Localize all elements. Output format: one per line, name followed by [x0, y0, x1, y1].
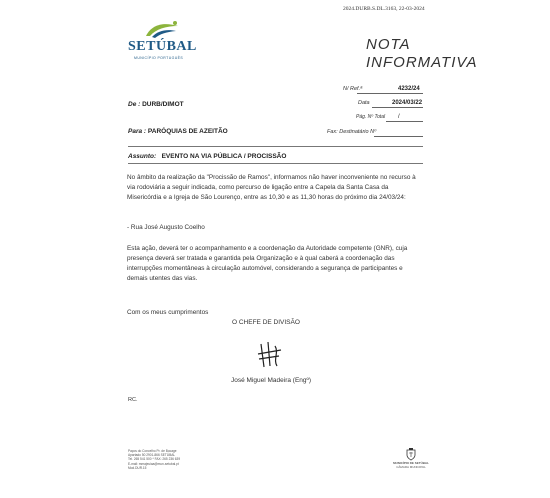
from-field: [128, 101, 184, 108]
seal-line-2: CÂMARA MUNICIPAL: [396, 465, 426, 470]
paragraph-2: Esta ação, deverá ter o acompanhamento e a coordenação da Autoridade competente (GNR), cuja presença deverá ser tratada e garantida pela Organização e à qual caberá a coordenação das interrupções momentâneas à circulação automóvel, considerando a segurança de participantes e demais utentes das vias.: [127, 245, 408, 282]
divider-top: [128, 146, 423, 147]
from-value: DURB/DIMOT: [142, 101, 184, 108]
logo-wordmark: SETÚBAL: [128, 39, 197, 54]
initials: RC.: [128, 397, 138, 403]
closing-text: Com os meus cumprimentos: [127, 309, 209, 316]
fax-label: Fax: Destinatário Nº: [327, 129, 377, 135]
divider-bottom: [128, 163, 423, 164]
setubal-logo: [128, 18, 198, 64]
paragraph-1: No âmbito da realização da "Procissão de Ramos", informamos não haver inconveniente no recurso à via rodoviária a seguir indicada, como percurso de ligação entre a Capela da Santa Casa da Misericórdia e a Igreja de São Lourenço, entre as 10,30 e as 11,30 horas do próximo dia 24/03/24:: [127, 174, 416, 201]
footer-line-5: Mod.DUR.15: [128, 465, 147, 470]
document-title: [366, 36, 478, 72]
footer-line-2: Apartado 50 2901-866 SETÚBAL: [128, 453, 176, 458]
logo-emblem-icon: [142, 20, 182, 40]
to-label: Para :: [128, 128, 147, 135]
subject-label: Assunto:: [128, 153, 157, 160]
subject-field: [128, 153, 286, 160]
document-reference: 2024.DURB.S.DL.3163, 22-03-2024: [343, 6, 425, 12]
date-label: Data: [358, 100, 370, 106]
title-line-1: NOTA: [366, 36, 411, 53]
footer-address: [128, 449, 180, 470]
signatory-name: José Miguel Madeira (Engº): [231, 377, 312, 384]
seal-line-1: MUNICÍPIO DE SETÚBAL: [393, 461, 429, 465]
to-value: PARÓQUIAS DE AZEITÃO: [147, 128, 228, 135]
ref-label: N/ Ref.ª: [343, 86, 363, 92]
fax-underline: [374, 136, 423, 137]
page-underline: [386, 121, 423, 122]
ref-value: 4232/24: [398, 86, 420, 92]
subject-value: EVENTO NA VIA PÚBLICA / PROCISSÃO: [161, 153, 287, 160]
logo-tagline: MUNICÍPIO PORTUGUÊS: [134, 56, 184, 60]
footer-line-1: Paços do Concelho Pr. de Bocage: [128, 449, 177, 453]
date-underline: [372, 107, 423, 108]
coat-of-arms-icon: [406, 448, 416, 461]
municipal-seal: [391, 448, 431, 469]
date-value: 2024/03/22: [392, 100, 423, 106]
ref-underline: [357, 93, 423, 94]
signatory-title: O CHEFE DE DIVISÃO: [232, 319, 300, 326]
footer-line-4: E-mail: mmajeuiaa@mun-setubal.pt: [128, 461, 179, 466]
from-label: De :: [128, 101, 141, 108]
page-label: Pág. Nº Total: [356, 114, 386, 120]
signature-mark: [255, 340, 287, 370]
street-item: - Rua José Augusto Coelho: [127, 224, 205, 231]
title-line-2: INFORMATIVA: [366, 54, 478, 71]
footer-line-3: Tel. 265 541 500 * FAX: 265 236 639: [128, 457, 181, 462]
to-field: [128, 128, 228, 135]
page-value: /: [398, 114, 400, 120]
